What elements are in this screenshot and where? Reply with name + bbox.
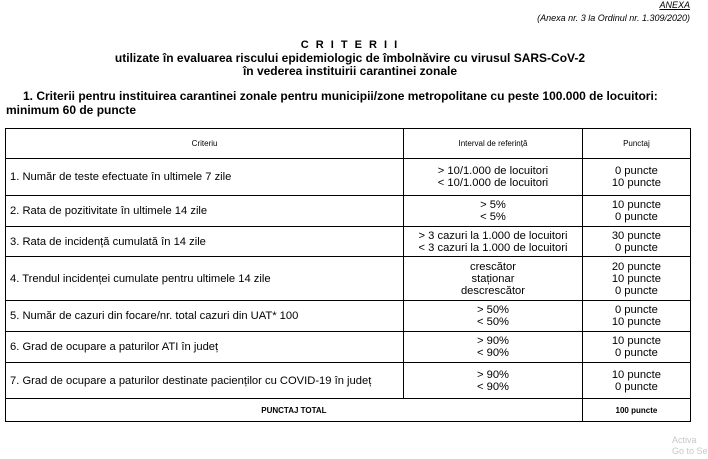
activation-watermark: [672, 435, 708, 457]
points-value: 10 puncte: [611, 368, 661, 381]
points-cell: [582, 227, 690, 257]
document-title-block: [0, 38, 700, 78]
interval-value: descrescător: [460, 284, 525, 297]
interval-cell: [404, 159, 583, 196]
criterion-cell: 3. Rata de incidență cumulată în 14 zile: [6, 227, 404, 257]
points-value: 0 puncte: [614, 241, 658, 254]
interval-value: < 5%: [480, 211, 506, 223]
table-header-row: [6, 129, 691, 159]
points-value: 10 puncte: [611, 272, 661, 285]
points-value: 0 puncte: [614, 304, 658, 316]
interval-value: > 90%: [476, 335, 509, 347]
points-value: 0 puncte: [614, 380, 658, 393]
annex-header: [537, 0, 690, 24]
points-value: 10 puncte: [611, 199, 661, 211]
interval-value: > 50%: [476, 304, 509, 316]
points-value: 10 puncte: [611, 316, 661, 328]
interval-cell: [404, 301, 583, 332]
annex-label: ANEXA: [659, 0, 690, 10]
interval-value: > 10/1.000 de locuitori: [437, 165, 549, 177]
table-row: [6, 196, 691, 227]
interval-cell: [404, 363, 583, 399]
criterion-cell: 6. Grad de ocupare a paturilor ATI în județ: [6, 332, 404, 363]
interval-value: < 10/1.000 de locuitori: [437, 177, 549, 189]
points-cell: [582, 301, 690, 332]
criterion-cell: 2. Rata de pozitivitate în ultimele 14 zile: [6, 196, 404, 227]
points-value: 0 puncte: [614, 284, 658, 297]
interval-value: < 50%: [476, 316, 509, 328]
table-row: [6, 301, 691, 332]
points-value: 10 puncte: [611, 335, 661, 347]
interval-cell: [404, 227, 583, 257]
watermark-line2: Go to Se: [672, 446, 708, 456]
interval-cell: [404, 196, 583, 227]
points-value: 0 puncte: [614, 347, 658, 359]
document-subtitle-line2: în vederea instituirii carantinei zonale: [242, 64, 458, 78]
document-subtitle-line1: utilizate în evaluarea riscului epidemiologic de îmbolnăvire cu virusul SARS-CoV-2: [114, 51, 586, 65]
points-value: 0 puncte: [614, 211, 658, 223]
interval-value: > 5%: [480, 199, 506, 211]
points-cell: [582, 257, 690, 301]
annex-reference: (Anexa nr. 3 la Ordinul nr. 1.309/2020): [537, 13, 690, 23]
interval-value: staționar: [471, 272, 515, 285]
table-body: [6, 159, 691, 399]
criterion-cell: 1. Număr de teste efectuate în ultimele 7 zile: [6, 159, 404, 196]
points-cell: [582, 159, 690, 196]
total-value: 100 puncte: [582, 399, 690, 422]
points-value: 0 puncte: [614, 165, 658, 177]
interval-value: > 3 cazuri la 1.000 de locuitori: [418, 229, 568, 242]
points-value: 30 puncte: [611, 229, 661, 242]
table-row: [6, 227, 691, 257]
interval-value: > 90%: [476, 368, 509, 381]
interval-cell: [404, 332, 583, 363]
table-row: [6, 159, 691, 196]
table-row: [6, 332, 691, 363]
points-value: 10 puncte: [611, 177, 661, 189]
criterion-cell: 7. Grad de ocupare a paturilor destinate pacienților cu COVID-19 în județ: [6, 363, 404, 399]
header-criteriu: Criteriu: [6, 129, 404, 159]
total-row: [6, 399, 691, 422]
table-row: [6, 257, 691, 301]
criterion-cell: 5. Număr de cazuri din focare/nr. total cazuri din UAT* 100: [6, 301, 404, 332]
criterion-cell: 4. Trendul incidenței cumulate pentru ultimele 14 zile: [6, 257, 404, 301]
interval-value: < 90%: [476, 380, 509, 393]
header-punctaj: Punctaj: [582, 129, 690, 159]
interval-value: < 3 cazuri la 1.000 de locuitori: [418, 241, 568, 254]
interval-value: crescător: [469, 260, 516, 273]
criteria-table: [5, 128, 691, 422]
header-interval: Interval de referință: [404, 129, 583, 159]
points-cell: [582, 332, 690, 363]
points-cell: [582, 363, 690, 399]
document-title: C R I T E R I I: [300, 39, 400, 51]
section-heading: 1. Criterii pentru instituirea carantinei zonale pentru municipii/zone metropolitane cu peste 100.000 de locuitori: minimum 60 de puncte: [6, 89, 658, 117]
watermark-line1: Activa: [672, 435, 697, 445]
total-label: PUNCTAJ TOTAL: [6, 399, 583, 422]
interval-cell: [404, 257, 583, 301]
points-value: 20 puncte: [611, 260, 661, 273]
points-cell: [582, 196, 690, 227]
table-row: [6, 363, 691, 399]
interval-value: < 90%: [476, 347, 509, 359]
